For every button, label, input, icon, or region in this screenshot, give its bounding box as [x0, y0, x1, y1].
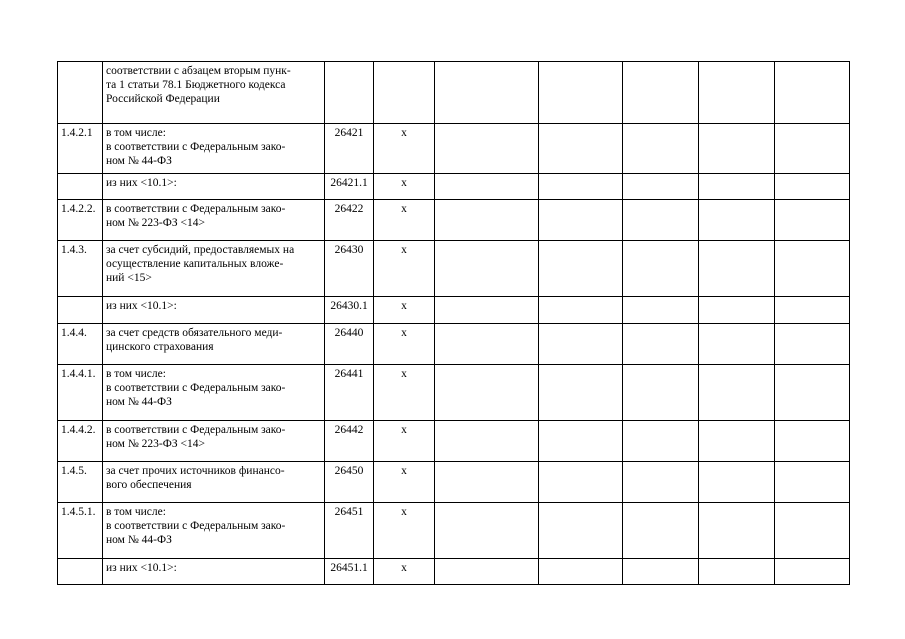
row-number-cell: 1.4.3.: [58, 241, 103, 297]
table-row: [58, 241, 850, 297]
empty-value-cell: [539, 174, 623, 200]
empty-value-cell: [539, 200, 623, 241]
table-row: [58, 559, 850, 585]
empty-value-cell: [435, 421, 539, 462]
row-code-cell: 26430: [325, 241, 374, 297]
empty-value-cell: [435, 462, 539, 503]
description-line: цинского страхования: [106, 341, 214, 353]
empty-value-cell: [435, 324, 539, 365]
row-description-cell: [103, 365, 325, 421]
description-line: Российской Федерации: [106, 93, 220, 105]
empty-value-cell: [775, 324, 850, 365]
table-body: [58, 62, 850, 585]
description-line: та 1 статьи 78.1 Бюджетного кодекса: [106, 79, 286, 91]
row-mark-cell: x: [374, 200, 435, 241]
empty-value-cell: [775, 124, 850, 174]
row-number-cell: 1.4.4.: [58, 324, 103, 365]
row-mark-cell: x: [374, 297, 435, 324]
row-code-cell: 26440: [325, 324, 374, 365]
table-row: [58, 200, 850, 241]
row-code-cell: 26422: [325, 200, 374, 241]
empty-value-cell: [539, 324, 623, 365]
budget-table: [57, 61, 850, 585]
empty-value-cell: [435, 62, 539, 124]
empty-value-cell: [435, 174, 539, 200]
table-row: [58, 462, 850, 503]
empty-value-cell: [435, 124, 539, 174]
row-code-cell: 26421: [325, 124, 374, 174]
description-line: ний <15>: [106, 272, 152, 284]
row-number-cell: [58, 174, 103, 200]
description-line: ном № 223-ФЗ <14>: [106, 438, 205, 450]
row-mark-cell: x: [374, 421, 435, 462]
row-mark-cell: x: [374, 324, 435, 365]
empty-value-cell: [623, 200, 699, 241]
empty-value-cell: [623, 421, 699, 462]
row-code-cell: 26450: [325, 462, 374, 503]
row-code-cell: 26421.1: [325, 174, 374, 200]
empty-value-cell: [699, 462, 775, 503]
empty-value-cell: [435, 297, 539, 324]
row-number-cell: 1.4.4.2.: [58, 421, 103, 462]
description-line: вого обеспечения: [106, 479, 192, 491]
row-number-cell: [58, 297, 103, 324]
description-line: в том числе:: [106, 127, 166, 139]
row-description-cell: [103, 462, 325, 503]
row-description-cell: [103, 124, 325, 174]
empty-value-cell: [435, 241, 539, 297]
row-mark-cell: x: [374, 124, 435, 174]
empty-value-cell: [775, 462, 850, 503]
description-line: в том числе:: [106, 506, 166, 518]
row-description-cell: [103, 503, 325, 559]
row-description-cell: [103, 297, 325, 324]
description-line: ном № 223-ФЗ <14>: [106, 217, 205, 229]
empty-value-cell: [623, 462, 699, 503]
empty-value-cell: [699, 200, 775, 241]
row-description-cell: [103, 62, 325, 124]
empty-value-cell: [699, 365, 775, 421]
row-number-cell: 1.4.2.1: [58, 124, 103, 174]
empty-value-cell: [623, 62, 699, 124]
row-mark-cell: x: [374, 503, 435, 559]
empty-value-cell: [699, 503, 775, 559]
empty-value-cell: [775, 200, 850, 241]
empty-value-cell: [775, 503, 850, 559]
table-row: [58, 365, 850, 421]
row-mark-cell: x: [374, 365, 435, 421]
empty-value-cell: [623, 324, 699, 365]
table-row: [58, 174, 850, 200]
empty-value-cell: [775, 174, 850, 200]
row-description-cell: [103, 324, 325, 365]
table-row: [58, 297, 850, 324]
description-line: в соответствии с Федеральным зако-: [106, 424, 286, 436]
row-description-cell: [103, 241, 325, 297]
empty-value-cell: [539, 421, 623, 462]
table-row: [58, 324, 850, 365]
row-code-cell: [325, 62, 374, 124]
description-line: из них <10.1>:: [106, 177, 177, 189]
row-number-cell: [58, 62, 103, 124]
description-line: за счет прочих источников финансо-: [106, 465, 285, 477]
empty-value-cell: [699, 241, 775, 297]
empty-value-cell: [623, 174, 699, 200]
empty-value-cell: [539, 241, 623, 297]
empty-value-cell: [623, 365, 699, 421]
row-code-cell: 26430.1: [325, 297, 374, 324]
empty-value-cell: [775, 559, 850, 585]
empty-value-cell: [775, 297, 850, 324]
table-row: [58, 62, 850, 124]
row-number-cell: 1.4.2.2.: [58, 200, 103, 241]
row-code-cell: 26451.1: [325, 559, 374, 585]
empty-value-cell: [539, 559, 623, 585]
description-line: соответствии с абзацем вторым пунк-: [106, 65, 291, 77]
row-description-cell: [103, 559, 325, 585]
empty-value-cell: [699, 421, 775, 462]
empty-value-cell: [539, 462, 623, 503]
row-code-cell: 26451: [325, 503, 374, 559]
empty-value-cell: [775, 421, 850, 462]
description-line: в соответствии с Федеральным зако-: [106, 382, 286, 394]
description-line: в том числе:: [106, 368, 166, 380]
description-line: в соответствии с Федеральным зако-: [106, 141, 286, 153]
description-line: за счет субсидий, предоставляемых на: [106, 244, 295, 256]
table-row: [58, 124, 850, 174]
row-description-cell: [103, 174, 325, 200]
row-code-cell: 26442: [325, 421, 374, 462]
empty-value-cell: [623, 124, 699, 174]
description-line: за счет средств обязательного меди-: [106, 327, 283, 339]
row-number-cell: 1.4.4.1.: [58, 365, 103, 421]
empty-value-cell: [435, 365, 539, 421]
row-description-cell: [103, 200, 325, 241]
empty-value-cell: [435, 503, 539, 559]
empty-value-cell: [699, 297, 775, 324]
row-mark-cell: [374, 62, 435, 124]
description-line: из них <10.1>:: [106, 562, 177, 574]
empty-value-cell: [775, 241, 850, 297]
table-row: [58, 503, 850, 559]
table-row: [58, 421, 850, 462]
description-line: ном № 44-ФЗ: [106, 534, 172, 546]
row-mark-cell: x: [374, 174, 435, 200]
empty-value-cell: [699, 124, 775, 174]
empty-value-cell: [775, 365, 850, 421]
row-number-cell: [58, 559, 103, 585]
description-line: в соответствии с Федеральным зако-: [106, 520, 286, 532]
description-line: из них <10.1>:: [106, 300, 177, 312]
empty-value-cell: [623, 559, 699, 585]
description-line: ном № 44-ФЗ: [106, 155, 172, 167]
empty-value-cell: [539, 503, 623, 559]
description-line: ном № 44-ФЗ: [106, 396, 172, 408]
empty-value-cell: [623, 503, 699, 559]
row-mark-cell: x: [374, 241, 435, 297]
row-number-cell: 1.4.5.: [58, 462, 103, 503]
empty-value-cell: [699, 324, 775, 365]
empty-value-cell: [539, 365, 623, 421]
description-line: осуществление капитальных вложе-: [106, 258, 284, 270]
empty-value-cell: [623, 241, 699, 297]
empty-value-cell: [699, 62, 775, 124]
empty-value-cell: [539, 62, 623, 124]
empty-value-cell: [699, 559, 775, 585]
empty-value-cell: [539, 124, 623, 174]
row-mark-cell: x: [374, 462, 435, 503]
row-code-cell: 26441: [325, 365, 374, 421]
row-description-cell: [103, 421, 325, 462]
row-number-cell: 1.4.5.1.: [58, 503, 103, 559]
row-mark-cell: x: [374, 559, 435, 585]
empty-value-cell: [435, 200, 539, 241]
description-line: в соответствии с Федеральным зако-: [106, 203, 286, 215]
empty-value-cell: [539, 297, 623, 324]
empty-value-cell: [435, 559, 539, 585]
empty-value-cell: [699, 174, 775, 200]
empty-value-cell: [623, 297, 699, 324]
empty-value-cell: [775, 62, 850, 124]
